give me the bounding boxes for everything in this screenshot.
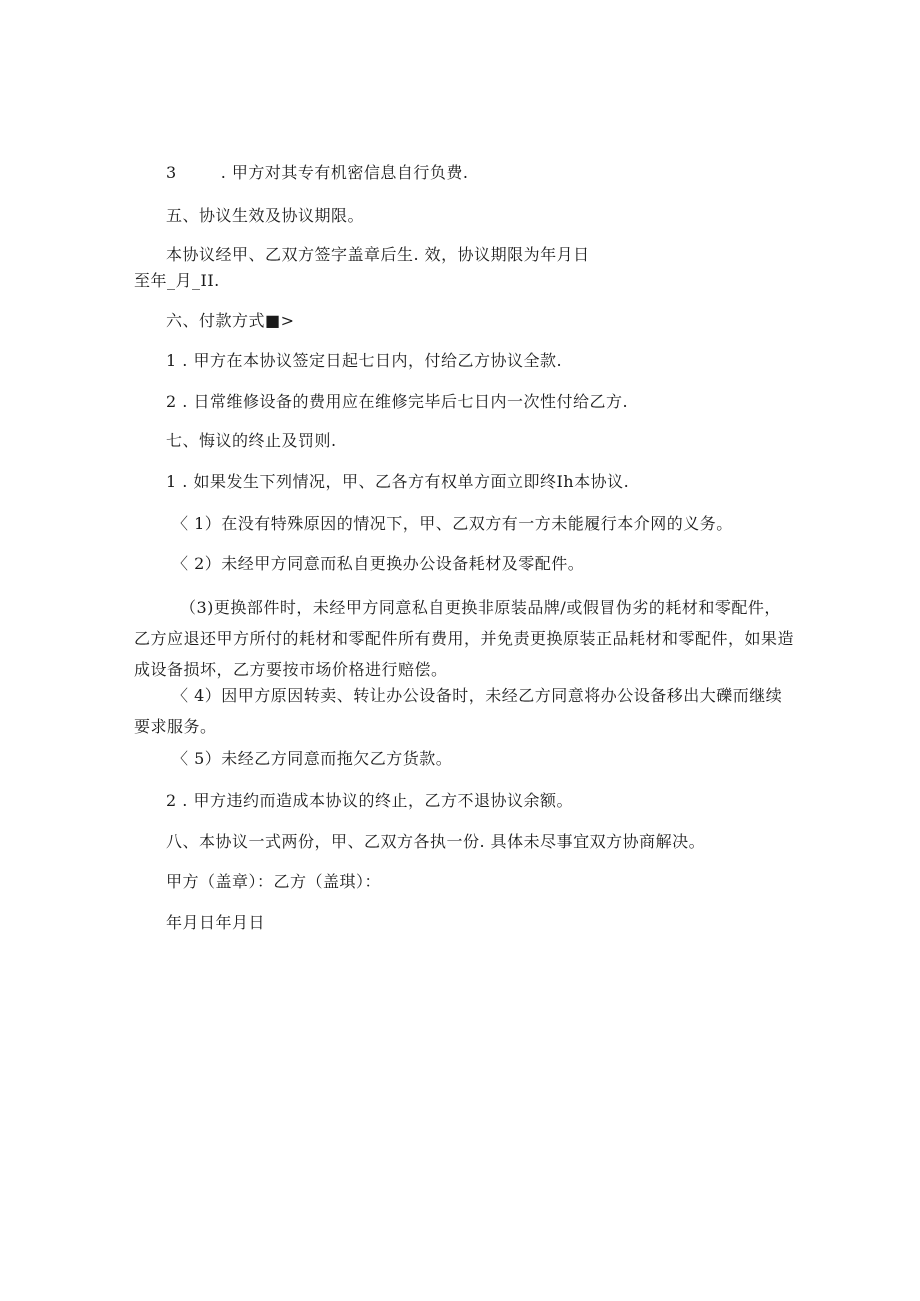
section-6-item-2: 2 . 日常维修设备的费用应在维修完毕后七日内一次性付给乙方. (166, 392, 629, 411)
section-5-title: 五、协议生效及协议期限。 (166, 206, 365, 225)
section-7-item-1: 1 . 如果发生下列情况，甲、乙各方有权单方面立即终Ih本协议. (166, 472, 630, 491)
section-6-title: 六、付款方式■> (166, 311, 295, 330)
section-5-body-line-1: 本协议经甲、乙双方签字盖章后生. 效，协议期限为年月日 (166, 245, 590, 264)
section-7-title: 七、悔议的终止及罚则. (166, 431, 337, 450)
section-7-sub-3: （3)更换部件时，未经甲方同意私自更换非原装品牌/或假冒伪劣的耗材和零配件，乙方应退还甲方所付的耗材和零配件所有费用，并免责更换原装正品耗材和零配件，如果造成设备损坏，乙方要按市场价格进行赔偿。 (134, 598, 795, 679)
section-7-sub-5: 〈 5）未经乙方同意而拖欠乙方货款。 (172, 749, 453, 768)
section-7-sub-4: 〈 4）因甲方原因转卖、转让办公设备时，未经乙方同意将办公设备移出大礫而继续要求服务。 (134, 686, 783, 736)
signature-line: 甲方（盖章）：乙方（盖琪）： (166, 872, 382, 891)
section-7-sub-1: 〈 1）在没有特殊原因的情况下，甲、乙双方有一方未能履行本介网的义务。 (172, 514, 733, 533)
item-3-number: 3 (166, 163, 177, 182)
section-6-item-1: 1 . 甲方在本协议签定日起七日内，付给乙方协议全款. (166, 351, 563, 370)
date-line: 年月日年月日 (166, 913, 266, 932)
section-7-sub-2: 〈 2）未经甲方同意而私自更换办公设备耗材及零配件。 (172, 554, 585, 573)
section-7-item-2: 2 . 甲方违约而造成本协议的终止，乙方不退协议余额。 (166, 791, 573, 810)
item-3 (166, 163, 468, 183)
section-8: 八、本协议一式两份，甲、乙双方各执一份. 具体未尽事宜双方协商解决。 (166, 832, 706, 851)
section-5-body-line-2: 至年_月_II. (134, 271, 220, 290)
item-3-text: . 甲方对其专有机密信息自行负费. (220, 163, 469, 182)
